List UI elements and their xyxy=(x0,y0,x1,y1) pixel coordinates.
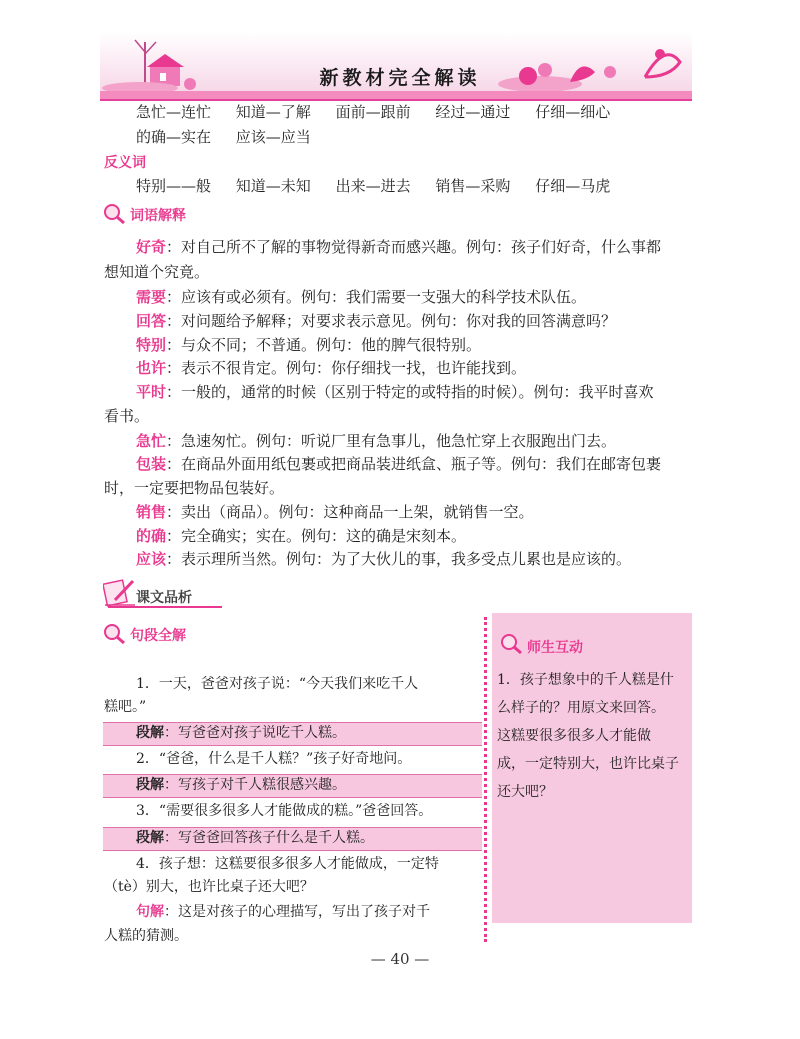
synonym-pair: 面前—跟前 xyxy=(335,103,411,121)
synonym-pair: 急忙—连忙 xyxy=(136,103,212,121)
glossary-term: 急忙 xyxy=(136,432,167,450)
glossary-definition: ：完全确实；实在。例句：这的确是宋刻本。 xyxy=(166,527,467,545)
glossary-term: 包装 xyxy=(136,455,167,473)
column-divider xyxy=(484,617,491,942)
glossary-term: 也许 xyxy=(136,359,167,377)
note-text: ：写爸爸回答孩子什么是千人糕。 xyxy=(164,830,374,846)
glossary-heading: 词语解释 xyxy=(130,208,186,224)
glossary-definition: ：对问题给予解释；对要求表示意见。例句：你对我的回答满意吗？ xyxy=(166,312,617,330)
interaction-heading: 师生互动 xyxy=(527,640,583,656)
glossary-entry xyxy=(136,381,654,403)
glossary-term: 好奇 xyxy=(136,238,167,256)
analysis-underline xyxy=(108,606,222,608)
glossary-entry xyxy=(136,286,586,308)
sentence-1: 1．一天，爸爸对孩子说：“今天我们来吃千人 xyxy=(136,676,419,692)
note-text: ：这是对孩子的心理描写，写出了孩子对千 xyxy=(164,904,430,920)
glossary-term: 平时 xyxy=(136,383,167,401)
antonym-pair: 特别——般 xyxy=(136,177,212,195)
sentence-2: 2．“爸爸，什么是千人糕？”孩子好奇地问。 xyxy=(136,751,412,767)
interaction-line: 1．孩子想象中的千人糕是什 xyxy=(497,672,674,688)
sentence-note-continued: 人糕的猜测。 xyxy=(104,928,188,944)
note-text: ：写爸爸对孩子说吃千人糕。 xyxy=(164,725,346,741)
glossary-entry xyxy=(136,525,466,547)
glossary-term: 回答 xyxy=(136,312,167,330)
glossary-definition: ：表示不很肯定。例句：你仔细找一找，也许能找到。 xyxy=(166,359,527,377)
glossary-entry xyxy=(136,548,631,570)
magnifier-icon xyxy=(500,633,524,655)
sentences-heading: 句段全解 xyxy=(130,628,186,644)
glossary-entry xyxy=(136,501,534,523)
glossary-term: 的确 xyxy=(136,527,167,545)
synonym-pair: 仔细—细心 xyxy=(535,103,611,121)
glossary-entry xyxy=(136,357,526,379)
synonym-row-1 xyxy=(136,101,630,123)
sentence-4-continued: （tè）别大，也许比桌子还大吧？ xyxy=(104,879,314,895)
glossary-term: 需要 xyxy=(136,288,167,306)
sentence-4: 4．孩子想：这糕要很多很多人才能做成，一定特 xyxy=(136,856,439,872)
glossary-definition: ：一般的，通常的时候（区别于特定的或特指的时候）。例句：我平时喜欢 xyxy=(166,383,654,401)
glossary-entry xyxy=(136,453,661,475)
note-label: 段解 xyxy=(136,777,164,793)
sentence-3: 3．“需要很多很多人才能做成的糕。”爸爸回答。 xyxy=(136,803,433,819)
magnifier-icon xyxy=(103,623,127,645)
antonyms-heading: 反义词 xyxy=(104,155,146,171)
header-divider xyxy=(100,91,692,101)
synonym-pair: 应该—应当 xyxy=(235,128,311,146)
interaction-line: 成，一定特别大，也许比桌子 xyxy=(497,756,679,772)
interaction-line: 这糕要很多很多人才能做 xyxy=(497,728,651,744)
note-text: ：写孩子对千人糕很感兴趣。 xyxy=(164,777,346,793)
paragraph-note xyxy=(136,774,346,796)
interaction-line: 么样子的？用原文来回答。 xyxy=(497,700,665,716)
glossary-entry xyxy=(136,430,616,452)
synonym-pair: 经过—通过 xyxy=(435,103,511,121)
paragraph-note xyxy=(136,827,374,849)
antonym-pair: 销售—采购 xyxy=(435,177,511,195)
glossary-term: 销售 xyxy=(136,503,167,521)
page-number: — 40 — xyxy=(370,950,430,968)
header-title: 新教材完全解读 xyxy=(319,67,481,89)
antonym-pair: 知道—未知 xyxy=(235,177,311,195)
glossary-definition: ：在商品外面用纸包裹或把商品装进纸盒、瓶子等。例句：我们在邮寄包裹 xyxy=(166,455,662,473)
glossary-continuation: 想知道个究竟。 xyxy=(104,263,210,281)
glossary-definition: ：卖出（商品）。例句：这种商品一上架，就销售一空。 xyxy=(166,503,534,521)
synonym-pair: 知道—了解 xyxy=(235,103,311,121)
glossary-term: 特别 xyxy=(136,336,167,354)
glossary-definition: ：急速匆忙。例句：听说厂里有急事儿，他急忙穿上衣服跑出门去。 xyxy=(166,432,617,450)
synonym-row-2 xyxy=(136,126,331,148)
interaction-line: 还大吧？ xyxy=(497,784,553,800)
sentence-note xyxy=(136,901,430,923)
note-label: 段解 xyxy=(136,725,164,741)
interaction-text xyxy=(497,666,689,806)
glossary-entry xyxy=(136,310,616,332)
glossary-definition: ：与众不同；不普通。例句：他的脾气很特别。 xyxy=(166,336,482,354)
note-label: 段解 xyxy=(136,830,164,846)
glossary-entry xyxy=(136,334,481,356)
antonym-pair: 出来—进去 xyxy=(335,177,411,195)
antonym-pair: 仔细—马虎 xyxy=(535,177,611,195)
glossary-definition: ：对自己所不了解的事物觉得新奇而感兴趣。例句：孩子们好奇，什么事都 xyxy=(166,238,662,256)
note-label: 句解 xyxy=(136,904,164,920)
glossary-entry xyxy=(136,236,661,258)
paragraph-note xyxy=(136,722,346,744)
glossary-term: 应该 xyxy=(136,550,167,568)
magnifier-icon xyxy=(103,203,127,225)
glossary-continuation: 时，一定要把物品包装好。 xyxy=(104,479,285,497)
glossary-continuation: 看书。 xyxy=(104,407,150,425)
synonym-pair: 的确—实在 xyxy=(136,128,212,146)
glossary-definition: ：表示理所当然。例句：为了大伙儿的事，我多受点儿累也是应该的。 xyxy=(166,550,632,568)
glossary-definition: ：应该有或必须有。例句：我们需要一支强大的科学技术队伍。 xyxy=(166,288,587,306)
pen-paper-icon xyxy=(103,578,137,608)
analysis-heading: 课文品析 xyxy=(136,590,192,606)
sentence-1-continued: 糕吧。” xyxy=(104,699,147,715)
antonym-row xyxy=(136,175,630,197)
